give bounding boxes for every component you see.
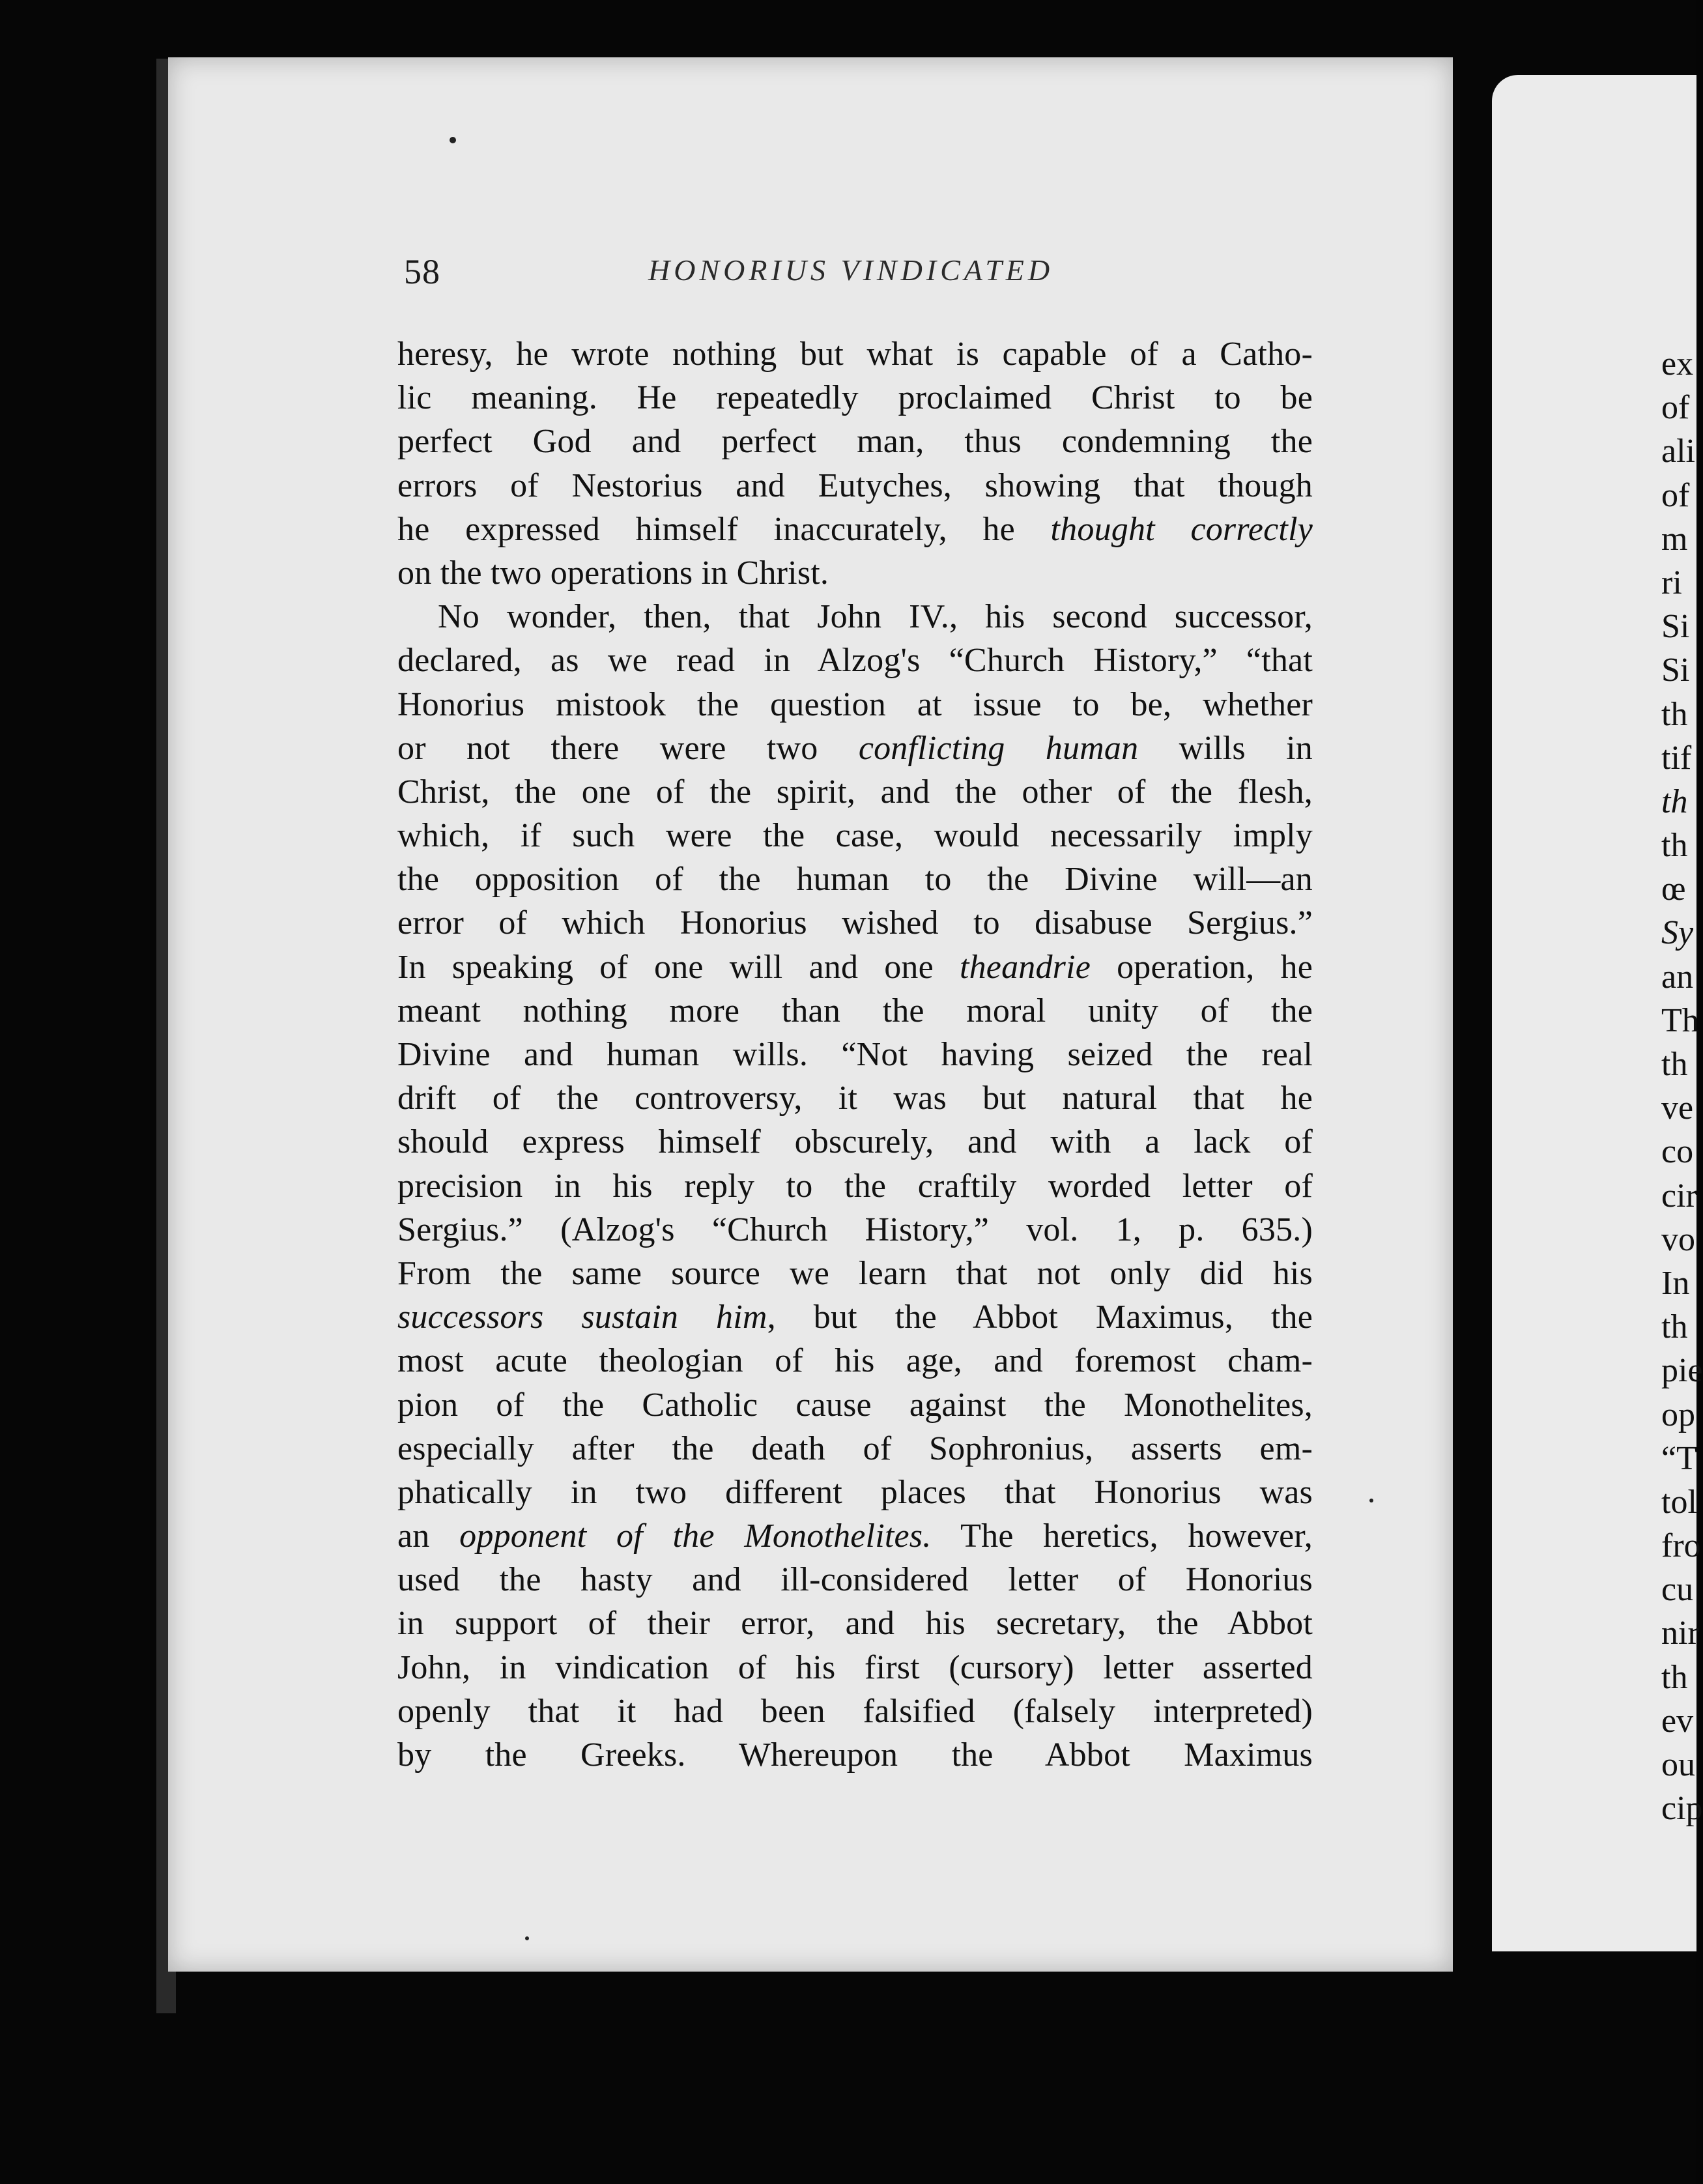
body-text — [397, 332, 1313, 1777]
text-run: precision in his reply to the craftily worded letter of — [397, 1167, 1313, 1205]
text-run: , but the Abbot Maximus, the — [767, 1299, 1313, 1336]
text-line — [397, 726, 1313, 770]
facing-line-fragment: cip — [1661, 1790, 1703, 1828]
text-line — [397, 420, 1313, 463]
text-run: in support of their error, and his secretary, the Abbot — [397, 1605, 1313, 1643]
text-run: lic meaning. He repeatedly proclaimed Christ to be — [397, 379, 1313, 417]
text-run: which, if such were the case, would necessarily imply — [397, 817, 1313, 855]
text-line — [397, 1076, 1313, 1120]
facing-line-fragment: Si — [1661, 652, 1690, 689]
text-line — [397, 1033, 1313, 1076]
text-line — [397, 639, 1313, 682]
text-run: wills in — [1138, 729, 1313, 767]
text-run: phatically in two different places that Honorius was — [397, 1473, 1313, 1511]
text-line — [397, 1164, 1313, 1208]
text-line — [397, 595, 1313, 639]
facing-line-fragment: th — [1661, 783, 1688, 820]
text-line — [397, 1689, 1313, 1733]
text-run: Christ, the one of the spirit, and the other of the flesh, — [397, 773, 1313, 811]
text-line — [397, 1646, 1313, 1689]
text-line — [397, 683, 1313, 726]
italic-text: opponent of the Monothelites. — [459, 1517, 932, 1555]
text-run: From the same source we learn that not only did his — [397, 1254, 1313, 1292]
text-line — [397, 989, 1313, 1033]
text-run: drift of the controversy, it was but natural that he — [397, 1080, 1313, 1117]
text-run: operation, he — [1091, 948, 1313, 986]
facing-line-fragment: th — [1661, 827, 1688, 865]
facing-line-fragment: th — [1661, 1046, 1688, 1083]
text-run: No wonder, then, that John IV., his second successor, — [438, 598, 1313, 636]
facing-line-fragment: an — [1661, 958, 1694, 996]
facing-line-fragment: of — [1661, 389, 1690, 427]
facing-page-text — [1661, 342, 1703, 1830]
text-run: errors of Nestorius and Eutyches, showing that though — [397, 467, 1313, 504]
facing-line-fragment: co — [1661, 1133, 1694, 1171]
text-line — [397, 1733, 1313, 1777]
text-line — [397, 1383, 1313, 1427]
text-line — [397, 1252, 1313, 1295]
text-line — [397, 1339, 1313, 1383]
facing-line-fragment: ex — [1661, 345, 1694, 382]
facing-line-fragment: cu — [1661, 1571, 1694, 1609]
facing-line-fragment: op — [1661, 1396, 1695, 1433]
facing-line-fragment: cir — [1661, 1177, 1697, 1214]
text-run: perfect God and perfect man, thus condemning the — [397, 423, 1313, 461]
text-run: on the two operations in Christ. — [397, 554, 829, 592]
text-line — [397, 508, 1313, 551]
facing-line-fragment: “T — [1661, 1439, 1697, 1477]
text-line — [397, 332, 1313, 376]
text-run: meant nothing more than the moral unity of the — [397, 992, 1313, 1029]
text-line — [397, 770, 1313, 814]
facing-line-fragment: th — [1661, 1308, 1688, 1346]
text-run: openly that it had been falsified (falsely interpreted) — [397, 1692, 1313, 1730]
facing-line-fragment: ali — [1661, 433, 1695, 470]
text-run: Sergius.” (Alzog's “Church History,” vol. 1, p. 635.) — [397, 1211, 1313, 1248]
italic-text: conflicting human — [858, 729, 1139, 767]
text-run: the opposition of the human to the Divine will—an — [397, 861, 1313, 898]
facing-line-fragment: œ — [1661, 870, 1686, 908]
facing-line-fragment: th — [1661, 695, 1688, 733]
facing-line-fragment: In — [1661, 1264, 1690, 1302]
facing-line-fragment: of — [1661, 476, 1690, 514]
facing-line-fragment: nir — [1661, 1615, 1699, 1652]
text-run: especially after the death of Sophronius, asserts em- — [397, 1430, 1313, 1467]
page-number: 58 — [404, 252, 440, 291]
text-run: Honorius mistook the question at issue to be, whether — [397, 685, 1313, 723]
italic-text: thought correctly — [1050, 510, 1313, 548]
text-line — [397, 376, 1313, 420]
text-line — [397, 1208, 1313, 1252]
italic-text: theandrie — [959, 948, 1091, 986]
text-line — [397, 945, 1313, 989]
text-run: by the Greeks. Whereupon the Abbot Maximus — [397, 1736, 1313, 1774]
text-run: pion of the Catholic cause against the Monothelites, — [397, 1386, 1313, 1424]
text-run: he expressed himself inaccurately, he — [397, 510, 1051, 548]
text-line — [397, 1602, 1313, 1645]
text-line — [397, 1514, 1313, 1558]
text-run: declared, as we read in Alzog's “Church History,” “that — [397, 642, 1313, 680]
facing-line-fragment: ve — [1661, 1089, 1694, 1127]
facing-line-fragment: th — [1661, 1658, 1688, 1696]
text-line — [397, 1558, 1313, 1602]
facing-line-fragment: ev — [1661, 1702, 1694, 1740]
text-run: most acute theologian of his age, and foremost cham- — [397, 1342, 1313, 1380]
facing-line-fragment: vo — [1661, 1220, 1695, 1258]
facing-line-fragment: m — [1661, 520, 1688, 558]
text-run: Divine and human wills. “Not having seized the real — [397, 1036, 1313, 1073]
facing-line-fragment: tol — [1661, 1483, 1697, 1521]
specks — [525, 1936, 529, 1940]
text-line — [397, 464, 1313, 508]
text-run: should express himself obscurely, and with a lack of — [397, 1123, 1313, 1161]
facing-line-fragment: Th — [1661, 1001, 1699, 1039]
text-run: John, in vindication of his first (cursory) letter asserted — [397, 1648, 1313, 1686]
facing-line-fragment: fro — [1661, 1527, 1701, 1565]
facing-line-fragment: ou — [1661, 1746, 1695, 1783]
text-line — [397, 1471, 1313, 1514]
running-title: HONORIUS VINDICATED — [648, 253, 1054, 287]
running-head — [404, 251, 1316, 310]
text-line — [397, 857, 1313, 901]
facing-line-fragment: ri — [1661, 564, 1682, 601]
text-run: used the hasty and ill-considered letter of Honorius — [397, 1561, 1313, 1599]
text-run: In speaking of one will and one — [397, 948, 960, 986]
text-run: error of which Honorius wished to disabuse Sergius.” — [397, 904, 1313, 942]
specks — [450, 137, 456, 143]
text-line — [397, 1120, 1313, 1164]
text-run: or not there were two — [397, 729, 859, 767]
text-line — [397, 1427, 1313, 1471]
text-run: heresy, he wrote nothing but what is capable of a Catho- — [397, 336, 1313, 373]
facing-line-fragment: Si — [1661, 608, 1690, 646]
italic-text: successors sustain him — [397, 1299, 767, 1336]
facing-line-fragment: Sy — [1661, 914, 1694, 952]
facing-line-fragment: pie — [1661, 1352, 1703, 1390]
text-run: The heretics, however, — [931, 1517, 1313, 1555]
facing-line-fragment: tif — [1661, 739, 1692, 777]
specks — [1369, 1499, 1373, 1502]
text-run: an — [397, 1517, 460, 1555]
text-line — [397, 551, 1313, 595]
text-line — [397, 814, 1313, 857]
text-line — [397, 901, 1313, 945]
text-line — [397, 1295, 1313, 1339]
